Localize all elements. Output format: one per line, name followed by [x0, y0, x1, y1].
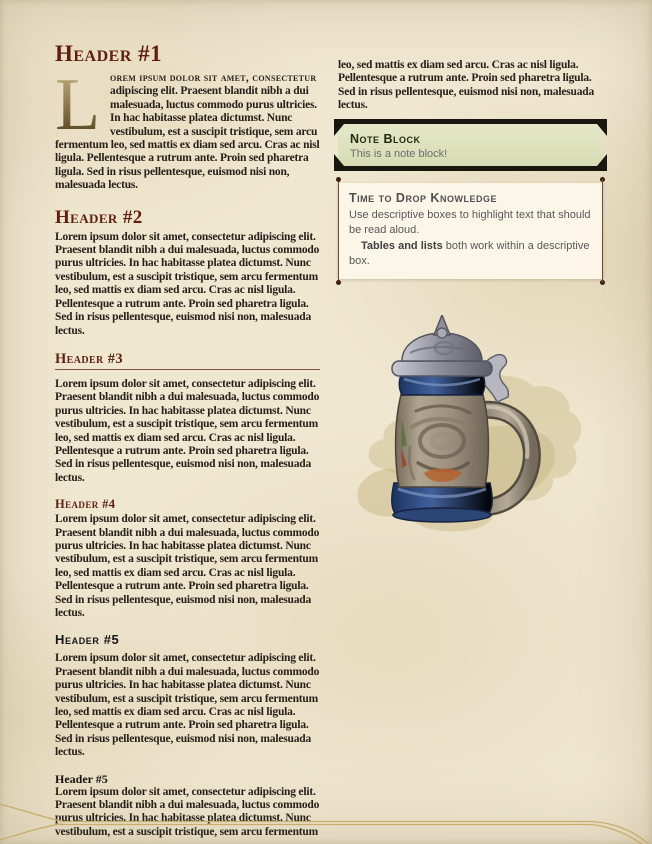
note-block-title: Note Block [350, 131, 421, 146]
section-heading-h5: Header #5 [55, 632, 120, 648]
left-column [55, 42, 320, 841]
section-heading-h3: Header #3 [55, 351, 320, 370]
two-column-layout [55, 42, 603, 841]
paragraph-text: Lorem ipsum dolor sit amet, consectetur adipiscing elit. Praesent blandit nibh a dui malesuada, luctus commodo purus ultricies. In hac habitasse platea dictumst. Nunc vestibulum, est a suscipit tristique, sem arcu fermentum leo, sed mattis ex diam sed arcu. Cras ac nisl ligula. Pellentesque a rutrum ante. Proin sed pharetra ligula. Sed in risus pellentesque, euismod nisi non, malesuada lectus. [55, 652, 320, 759]
note-block [338, 124, 603, 168]
paragraph-text-truncated: Lorem ipsum dolor sit amet, consectetur adipiscing elit. Praesent blandit nibh a dui malesuada, luctus commodo purus ultricies. In hac habitasse platea dictumst. Nunc vestibulum, est a suscipit tristique, sem arcu fermentum [55, 785, 320, 838]
continuation-paragraph: leo, sed mattis ex diam sed arcu. Cras ac nisl ligula. Pellentesque a rutrum ante. Proin sed pharetra ligula. Sed in risus pellentesque, euismod nisi non, malesuada lectus. [338, 59, 594, 112]
paragraph-text: Lorem ipsum dolor sit amet, consectetur adipiscing elit. Praesent blandit nibh a dui malesuada, luctus commodo purus ultricies. In hac habitasse platea dictumst. Nunc vestibulum, est a suscipit tristique, sem arcu fermentum leo, sed mattis ex diam sed arcu. Cras ac nisl ligula. Pellentesque a rutrum ante. Proin sed pharetra ligula. Sed in risus pellentesque, euismod nisi non, malesuada lectus. [55, 513, 320, 619]
right-column [338, 42, 603, 841]
corner-dot-icon [336, 177, 341, 182]
descriptive-box [338, 183, 603, 279]
paragraph-with-dropcap [55, 64, 320, 193]
section-heading-h1: Header #1 [55, 41, 163, 66]
descriptive-box-title: Time to Drop Knowledge [349, 190, 497, 205]
paragraph-text: Lorem ipsum dolor sit amet, consectetur adipiscing elit. Praesent blandit nibh a dui malesuada, luctus commodo purus ultricies. In hac habitasse platea dictumst. Nunc vestibulum, est a suscipit tristique, sem arcu fermentum leo, sed mattis ex diam sed arcu. Cras ac nisl ligula. Pellentesque a rutrum ante. Proin sed pharetra ligula. Sed in risus pellentesque, euismod nisi non, malesuada lectus. [55, 377, 320, 484]
descriptive-box-rest-text: both work within a descriptive box. [349, 239, 590, 268]
note-block-text: This is a note block! [350, 147, 448, 160]
lead-small-caps: orem ipsum dolor sit amet, consectetur [110, 72, 317, 84]
corner-dot-icon [600, 280, 605, 285]
paragraph-text: adipiscing elit. Praesent blandit nibh a dui malesuada, luctus commodo purus ultricies. In hac habitasse platea dictumst. Nunc vestibulum, est a suscipit tristique, sem arcu fermentum leo, sed mattis ex diam sed arcu. Cras ac nisl ligula. Pellentesque a rutrum ante. Proin sed pharetra ligula. Sed in risus pellentesque, euismod nisi non, malesuada lectus. [55, 85, 320, 192]
corner-dot-icon [600, 177, 605, 182]
section-heading-h4: Header #4 [55, 497, 116, 512]
paragraph-text: Lorem ipsum dolor sit amet, consectetur adipiscing elit. Praesent blandit nibh a dui malesuada, luctus commodo purus ultricies. In hac habitasse platea dictumst. Nunc vestibulum, est a suscipit tristique, sem arcu fermentum leo, sed mattis ex diam sed arcu. Cras ac nisl ligula. Pellentesque a rutrum ante. Proin sed pharetra ligula. Sed in risus pellentesque, euismod nisi non, malesuada lectus. [55, 230, 320, 337]
footer-flourish [0, 800, 652, 844]
descriptive-box-line [349, 239, 592, 270]
beer-stein-illustration [340, 315, 590, 540]
descriptive-box-bold-text: Tables and lists [361, 239, 443, 252]
illustration-container [340, 315, 590, 540]
drop-cap-letter: L [55, 72, 110, 136]
section-heading-h2: Header #2 [55, 206, 143, 228]
section-heading-h6: Header #5 [55, 771, 108, 786]
corner-dot-icon [336, 280, 341, 285]
stein-body-group [392, 315, 532, 522]
descriptive-box-line: Use descriptive boxes to highlight text that should be read aloud. [349, 208, 591, 237]
